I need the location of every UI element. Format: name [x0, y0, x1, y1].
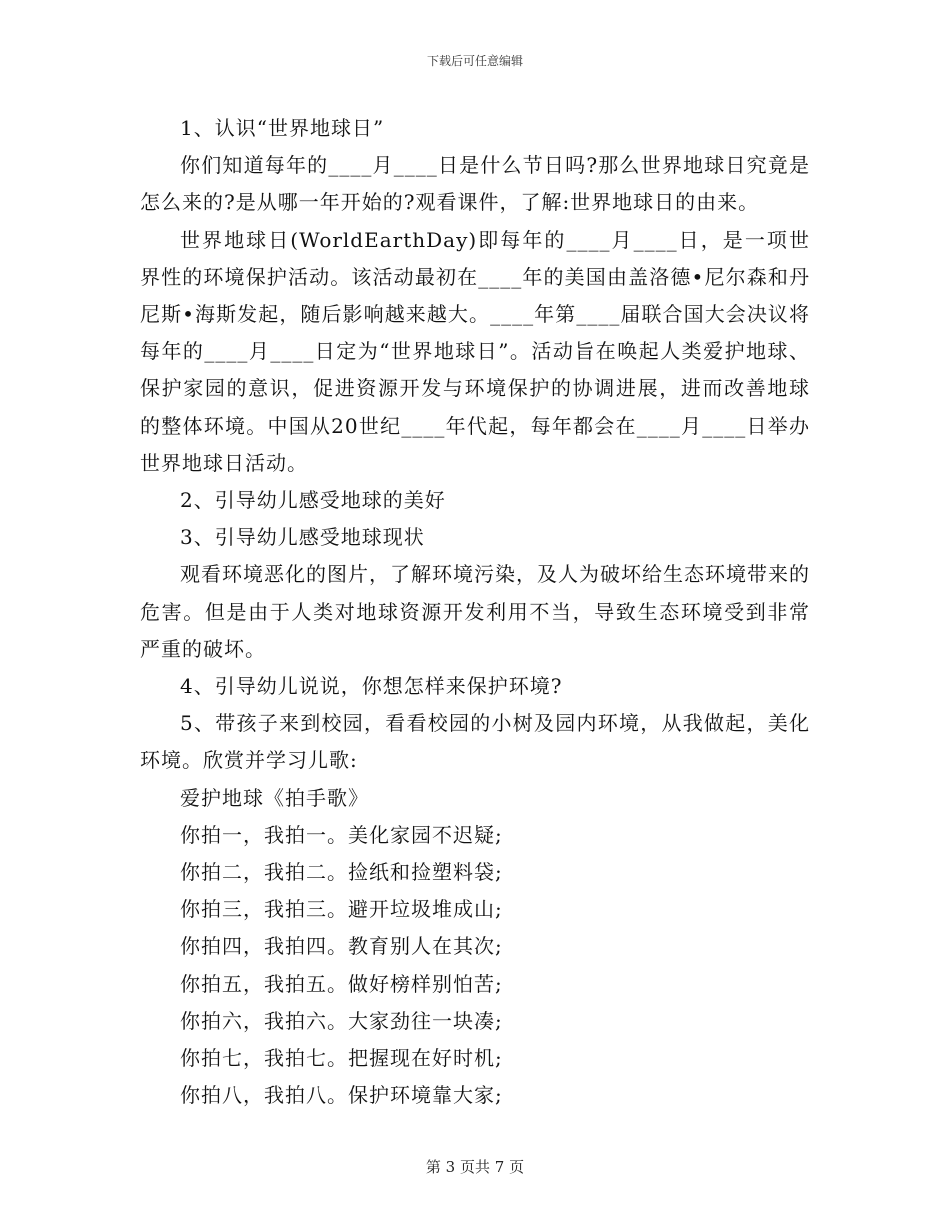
paragraph-earth-day-origin: 世界地球日(WorldEarthDay)即每年的____月____日，是一项世界性的环境保护活动。该活动最初在____年的美国由盖洛德•尼尔森和丹尼斯•海斯发起，随后影响越来越大。____年第____届联合国大会决议将每年的____月____日定为“世界地球日”。活动旨在唤起人类爱护地球、保护家园的意识，促进资源开发与环境保护的协调进展，进而改善地球的整体环境。中国从20世纪____年代起，每年都会在____月____日举办世界地球日活动。: [140, 227, 810, 475]
song-line: 你拍四，我拍四。教育别人在其次;: [180, 934, 503, 959]
section-heading-5: 5、带孩子来到校园，看看校园的小树及园内环境，从我做起，美化环境。欣赏并学习儿歌:: [140, 711, 810, 773]
song-line: 你拍八，我拍八。保护环境靠大家;: [180, 1083, 503, 1108]
section-heading-3: 3、引导幼儿感受地球现状: [180, 525, 425, 550]
section-heading-1: 1、认识“世界地球日”: [180, 116, 385, 140]
song-line: 你拍一，我拍一。美化家园不迟疑;: [180, 822, 503, 847]
song-line: 你拍六，我拍六。大家劲往一块凑;: [180, 1008, 503, 1033]
song-line: 你拍七，我拍七。把握现在好时机;: [180, 1046, 503, 1071]
song-line: 你拍三，我拍三。避开垃圾堆成山;: [180, 897, 503, 922]
song-line: 你拍五，我拍五。做好榜样别怕苦;: [180, 971, 503, 996]
section-heading-2: 2、引导幼儿感受地球的美好: [180, 488, 446, 513]
paragraph-pollution: 观看环境恶化的图片，了解环境污染，及人为破坏给生态环境带来的危害。但是由于人类对地球资源开发利用不当，导致生态环境受到非常严重的破坏。: [140, 562, 810, 661]
paragraph-question: 你们知道每年的____月____日是什么节日吗?那么世界地球日究竟是怎么来的?是从哪一年开始的?观看课件，了解:世界地球日的由来。: [140, 153, 810, 215]
section-heading-4: 4、引导幼儿说说，你想怎样来保护环境?: [180, 674, 563, 699]
song-line: 你拍二，我拍二。捡纸和捡塑料袋;: [180, 860, 503, 885]
page-number: 第 3 页共 7 页: [425, 1158, 525, 1176]
document-body: [140, 110, 810, 1114]
song-title: 爱护地球《拍手歌》: [180, 785, 369, 810]
page-header: 下载后可任意编辑: [426, 54, 523, 68]
